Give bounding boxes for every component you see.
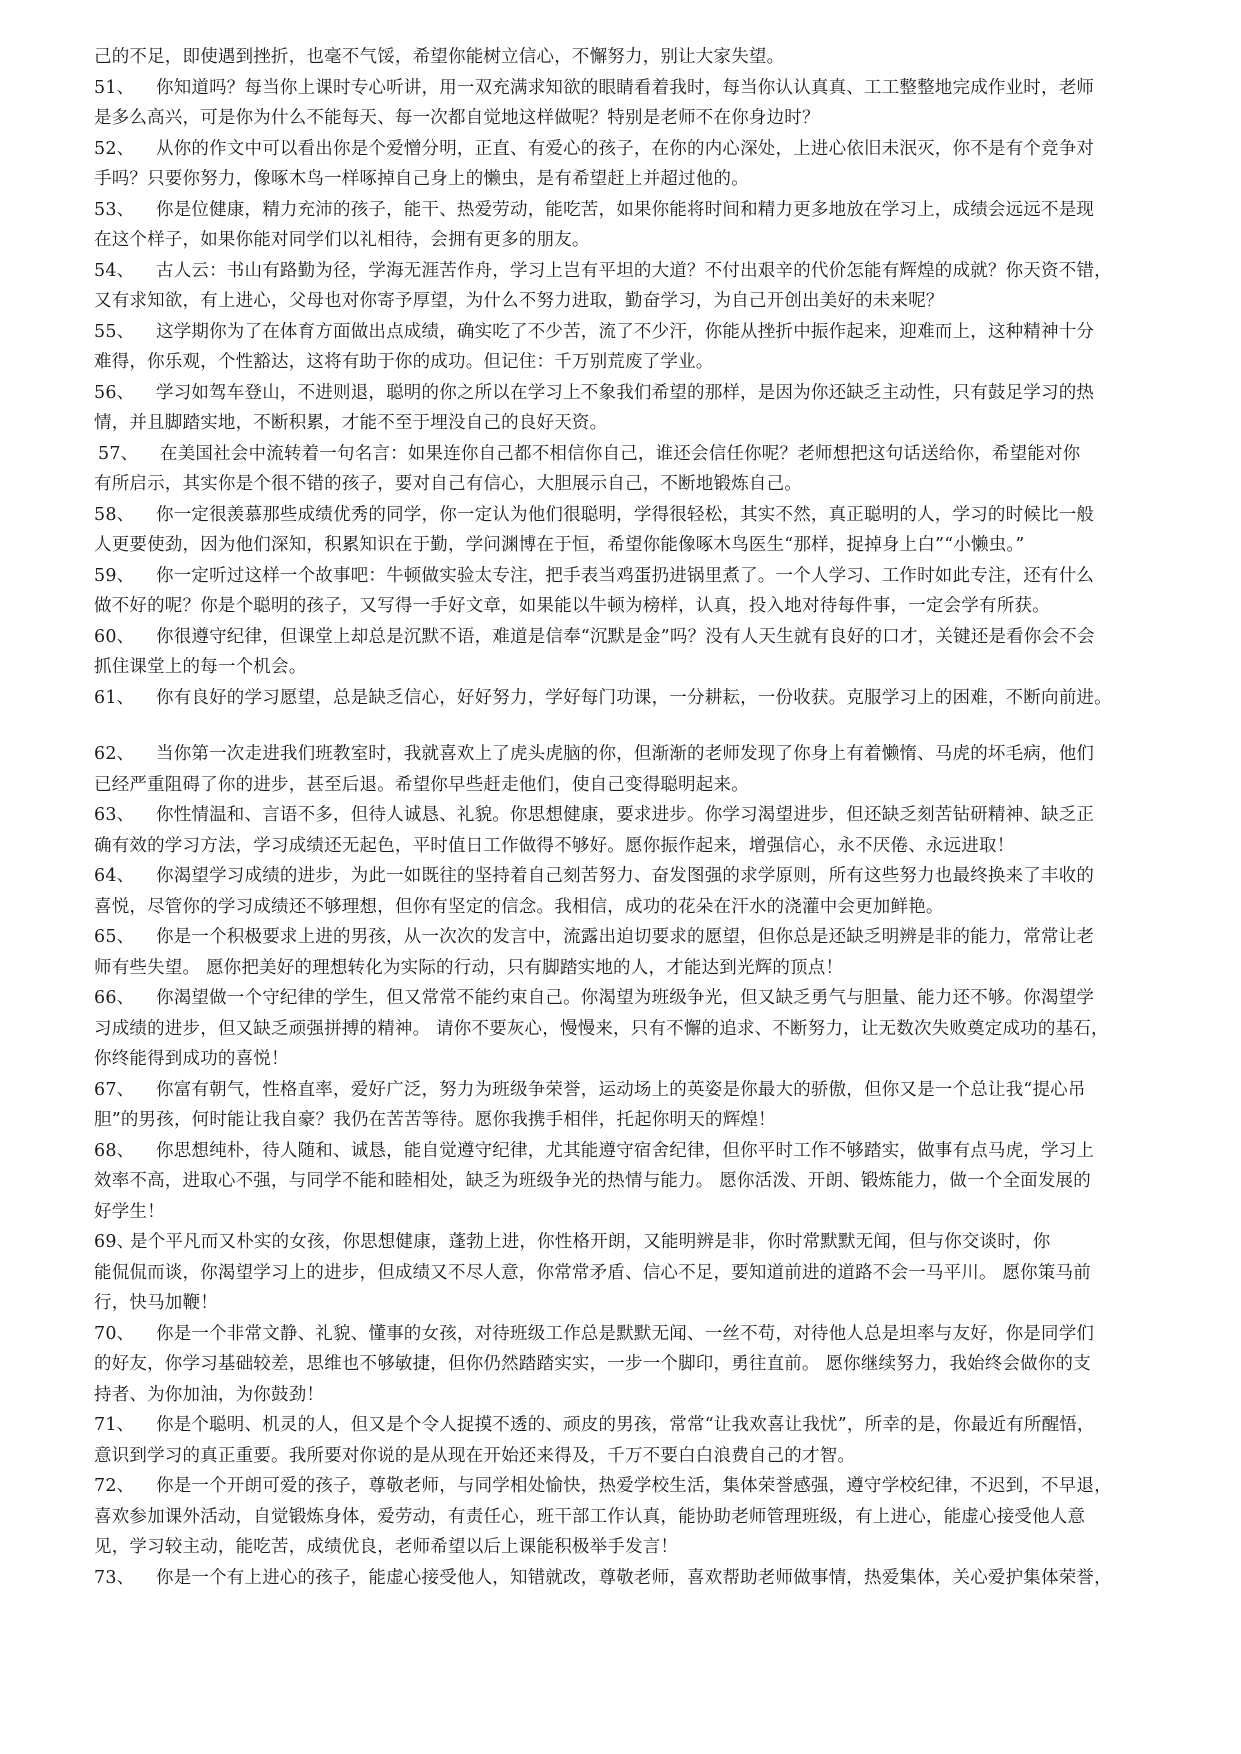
text-line <box>94 739 1156 770</box>
line-text: 情，并且脚踏实地，不断积累，才能不至于埋没自己的良好天资。 <box>94 413 608 433</box>
text-line <box>94 469 1156 500</box>
item-number: 53、 <box>94 199 135 220</box>
item-number: 68、 <box>94 1140 135 1161</box>
text-line <box>94 1410 1156 1441</box>
text-line <box>94 922 1156 953</box>
line-text: 你是一个开朗可爱的孩子，尊敬老师，与同学相处愉快，热爱学校生活，集体荣誉感强，遵守学校纪律，不迟到，不早退， <box>156 1476 1112 1496</box>
text-line <box>94 1258 1156 1289</box>
line-text: 好学生！ <box>94 1201 165 1222</box>
text-line <box>94 770 1156 801</box>
text-line <box>94 256 1156 287</box>
text-line <box>94 831 1156 862</box>
text-line <box>94 317 1156 348</box>
line-text: 是多么高兴，可是你为什么不能每天、每一次都自觉地这样做呢？特别是老师不在你身边时？ <box>94 108 820 128</box>
item-number: 61、 <box>94 687 135 708</box>
item-number: 65、 <box>94 927 135 947</box>
paragraph-gap <box>94 713 1156 739</box>
line-text: 胆”的男孩，何时能让我自豪？我仍在苦苦等待。愿你我携手相伴，托起你明天的辉煌！ <box>94 1110 776 1130</box>
line-text: 你一定听过这样一个故事吧：牛顿做实验太专注，把手表当鸡蛋扔进锅里煮了。一个人学习、工作时如此专注，还有什么 <box>156 565 1095 586</box>
item-number: 69、 <box>94 1232 135 1252</box>
line-text: 你渴望做一个守纪律的学生，但又常常不能约束自己。你渴望为班级争光，但又缺乏勇气与胆量、能力还不够。你渴望学 <box>156 988 1095 1008</box>
text-line <box>94 134 1156 165</box>
text-line <box>94 42 1156 73</box>
item-number: 59、 <box>94 565 135 586</box>
line-text: 喜悦，尽管你的学习成绩还不够理想，但你有坚定的信念。我相信，成功的花朵在汗水的浇灌中会更加鲜艳。 <box>94 896 944 917</box>
text-line <box>94 1075 1156 1106</box>
text-line <box>94 195 1156 226</box>
line-text: 你知道吗？每当你上课时专心听讲，用一双充满求知欲的眼睛看着我时，每当你认认真真、工工整整地完成作业时，老师 <box>156 77 1095 98</box>
document-page <box>94 42 1156 1593</box>
line-text: 喜欢参加课外活动，自觉锻炼身体，爱劳动，有责任心，班干部工作认真，能协助老师管理班级，有上进心，能虚心接受他人意 <box>94 1506 1086 1527</box>
text-line <box>94 439 1156 470</box>
text-line <box>94 800 1156 831</box>
line-text: 从你的作文中可以看出你是个爱憎分明，正直、有爱心的孩子，在你的内心深处，上进心依旧未泯灭，你不是有个竞争对 <box>156 138 1095 159</box>
line-text: 能侃侃而谈，你渴望学习上的进步，但成绩又不尽人意，你常常矛盾、信心不足，要知道前进的道路不会一马平川。 愿你策马前 <box>94 1262 1091 1283</box>
text-line <box>94 408 1156 439</box>
item-number: 72、 <box>94 1476 135 1496</box>
line-text: 己的不足，即使遇到挫折，也毫不气馁，希望你能树立信心，不懈努力，别让大家失望。 <box>94 47 785 67</box>
line-text: 你渴望学习成绩的进步，为此一如既往的坚持着自己刻苦努力、奋发图强的求学原则，所有这些努力也最终换来了丰收的 <box>156 866 1095 886</box>
item-number: 64、 <box>94 866 135 886</box>
text-line <box>94 378 1156 409</box>
text-line <box>94 1319 1156 1350</box>
text-line <box>94 1288 1156 1319</box>
line-text: 你终能得到成功的喜悦！ <box>94 1049 289 1069</box>
line-text: 你性情温和、言语不多，但待人诚恳、礼貌。你思想健康，要求进步。你学习渴望进步，但还缺乏刻苦钻研精神、缺乏正 <box>156 805 1095 825</box>
item-number: 57、 <box>98 443 139 464</box>
line-text: 在这个样子，如果你能对同学们以礼相待，会拥有更多的朋友。 <box>94 230 590 250</box>
text-line <box>94 1380 1156 1411</box>
line-text: 人更要使劲，因为他们深知，积累知识在于勤，学问渊博在于恒，希望你能像啄木鸟医生“那样，捉掉身上白”“小懒虫。” <box>94 535 1025 555</box>
text-line <box>94 1044 1156 1075</box>
item-number: 60、 <box>94 626 135 647</box>
line-text: 你思想纯朴，待人随和、诚恳，能自觉遵守纪律，尤其能遵守宿舍纪律，但你平时工作不够踏实，做事有点马虎，学习上 <box>156 1140 1095 1161</box>
line-text: 行，快马加鞭！ <box>94 1293 218 1313</box>
line-text: 意识到学习的真正重要。我所要对你说的是从现在开始还来得及，千万不要白白浪费自己的才智。 <box>94 1445 856 1466</box>
text-line <box>94 164 1156 195</box>
text-line <box>94 103 1156 134</box>
text-line <box>94 892 1156 923</box>
text-line <box>94 73 1156 104</box>
text-line <box>94 1136 1156 1167</box>
line-text: 已经严重阻碍了你的进步，甚至后退。希望你早些赶走他们，使自己变得聪明起来。 <box>94 774 749 795</box>
line-text: 你是一个非常文静、礼貌、懂事的女孩，对待班级工作总是默默无闻、一丝不苟，对待他人总是坦率与友好，你是同学们 <box>156 1323 1095 1344</box>
line-text: 你是个聪明、机灵的人，但又是个令人捉摸不透的、顽皮的男孩，常常“让我欢喜让我忧”，所幸的是，你最近有所醒悟， <box>156 1415 1095 1435</box>
line-text: 古人云：书山有路勤为径，学海无涯苦作舟，学习上岂有平坦的大道？不付出艰辛的代价怎能有辉煌的成就？你天资不错， <box>156 260 1112 281</box>
text-line <box>94 286 1156 317</box>
line-text: 这学期你为了在体育方面做出点成绩，确实吃了不少苦，流了不少汗，你能从挫折中振作起来，迎难而上，这种精神十分 <box>156 321 1095 342</box>
line-text: 抓住课堂上的每一个机会。 <box>94 657 307 677</box>
text-line <box>94 1502 1156 1533</box>
item-number: 51、 <box>94 77 135 98</box>
item-number: 66、 <box>94 988 135 1008</box>
text-line <box>94 1563 1156 1594</box>
line-text: 手吗？只要你努力，像啄木鸟一样啄掉自己身上的懒虫，是有希望赶上并超过他的。 <box>94 169 749 189</box>
text-line <box>94 561 1156 592</box>
item-number: 54、 <box>94 260 135 281</box>
item-number: 52、 <box>94 138 135 159</box>
line-text: 在美国社会中流转着一句名言：如果连你自己都不相信你自己，谁还会信任你呢？老师想把这句话送给你，希望能对你 <box>160 443 1081 464</box>
line-text: 你是位健康，精力充沛的孩子，能干、热爱劳动，能吃苦，如果你能将时间和精力更多地放在学习上，成绩会远远不是现 <box>156 199 1095 220</box>
line-text: 习成绩的进步，但又缺乏顽强拼搏的精神。 请你不要灰心，慢慢来，只有不懈的追求、不断努力，让无数次失败奠定成功的基石， <box>94 1018 1109 1039</box>
text-line <box>94 1441 1156 1472</box>
line-text: 你是一个积极要求上进的男孩，从一次次的发言中，流露出迫切要求的愿望，但你总是还缺乏明辨是非的能力，常常让老 <box>156 927 1095 947</box>
text-line <box>94 530 1156 561</box>
line-text: 你很遵守纪律，但课堂上却总是沉默不语，难道是信奉“沉默是金”吗？没有人天生就有良好的口才，关键还是看你会不会 <box>156 626 1095 647</box>
text-line <box>94 1349 1156 1380</box>
line-text: 有所启示，其实你是个很不错的孩子，要对自己有信心，大胆展示自己，不断地锻炼自己。 <box>94 474 802 494</box>
text-line <box>94 622 1156 653</box>
line-text: 的好友，你学习基础较差，思维也不够敏捷，但你仍然踏踏实实，一步一个脚印，勇往直前。 愿你继续努力，我始终会做你的支 <box>94 1354 1091 1374</box>
line-text: 师有些失望。 愿你把美好的理想转化为实际的行动，只有脚踏实地的人，才能达到光辉的顶点！ <box>94 957 844 978</box>
line-text: 效率不高，进取心不强，与同学不能和睦相处，缺乏为班级争光的热情与能力。 愿你活泼、开朗、锻炼能力，做一个全面发展的 <box>94 1171 1091 1191</box>
text-line <box>94 1471 1156 1502</box>
item-number: 63、 <box>94 805 135 825</box>
text-line <box>94 1227 1156 1258</box>
line-text: 学习如驾车登山，不进则退，聪明的你之所以在学习上不象我们希望的那样，是因为你还缺乏主动性，只有鼓足学习的热 <box>156 382 1095 403</box>
text-line <box>94 983 1156 1014</box>
text-line <box>94 591 1156 622</box>
text-line <box>94 683 1156 714</box>
line-text: 持者、为你加油，为你鼓劲！ <box>94 1384 325 1405</box>
text-line <box>94 1532 1156 1563</box>
item-number: 71、 <box>94 1415 135 1435</box>
item-number: 55、 <box>94 321 135 342</box>
line-text: 你是一个有上进心的孩子，能虚心接受他人，知错就改，尊敬老师，喜欢帮助老师做事情，热爱集体，关心爱护集体荣誉， <box>156 1567 1112 1588</box>
text-line <box>94 1197 1156 1228</box>
text-line <box>94 225 1156 256</box>
text-line <box>94 861 1156 892</box>
item-number: 56、 <box>94 382 135 403</box>
line-text: 做不好的呢？你是个聪明的孩子，又写得一手好文章，如果能以牛顿为榜样，认真，投入地对待每件事，一定会学有所获。 <box>94 596 1050 616</box>
line-text: 确有效的学习方法，学习成绩还无起色，平时值日工作做得不够好。愿你振作起来，增强信心，永不厌倦、永远进取！ <box>94 835 1015 856</box>
text-line <box>94 953 1156 984</box>
line-text: 难得，你乐观，个性豁达，这将有助于你的成功。但记住：千万别荒废了学业。 <box>94 352 714 372</box>
text-line <box>94 1166 1156 1197</box>
line-text: 你富有朝气，性格直率，爱好广泛，努力为班级争荣誉，运动场上的英姿是你最大的骄傲，但你又是一个总让我“提心吊 <box>156 1079 1086 1100</box>
item-number: 58、 <box>94 504 135 525</box>
text-line <box>94 500 1156 531</box>
text-line <box>94 1105 1156 1136</box>
item-number: 73、 <box>94 1567 135 1588</box>
item-number: 67、 <box>94 1079 135 1100</box>
item-number: 62、 <box>94 744 135 764</box>
text-line <box>94 1014 1156 1045</box>
line-text: 当你第一次走进我们班教室时，我就喜欢上了虎头虎脑的你，但渐渐的老师发现了你身上有着懒惰、马虎的坏毛病，他们 <box>156 744 1095 764</box>
line-text: 是个平凡而又朴实的女孩，你思想健康，蓬勃上进，你性格开朗，又能明辨是非，你时常默默无闻，但与你交谈时，你 <box>130 1232 1051 1252</box>
line-text: 你有良好的学习愿望，总是缺乏信心，好好努力，学好每门功课，一分耕耘，一份收获。克服学习上的困难，不断向前进。 <box>156 687 1112 708</box>
line-text: 又有求知欲，有上进心，父母也对你寄予厚望，为什么不努力进取，勤奋学习，为自己开创出美好的未来呢？ <box>94 291 944 311</box>
item-number: 70、 <box>94 1323 135 1344</box>
line-text: 你一定很羡慕那些成绩优秀的同学，你一定认为他们很聪明，学得很轻松，其实不然，真正聪明的人，学习的时候比一般 <box>156 504 1095 525</box>
text-line <box>94 347 1156 378</box>
line-text: 见，学习较主动，能吃苦，成绩优良，老师希望以后上课能积极举手发言！ <box>94 1537 679 1557</box>
text-line <box>94 652 1156 683</box>
